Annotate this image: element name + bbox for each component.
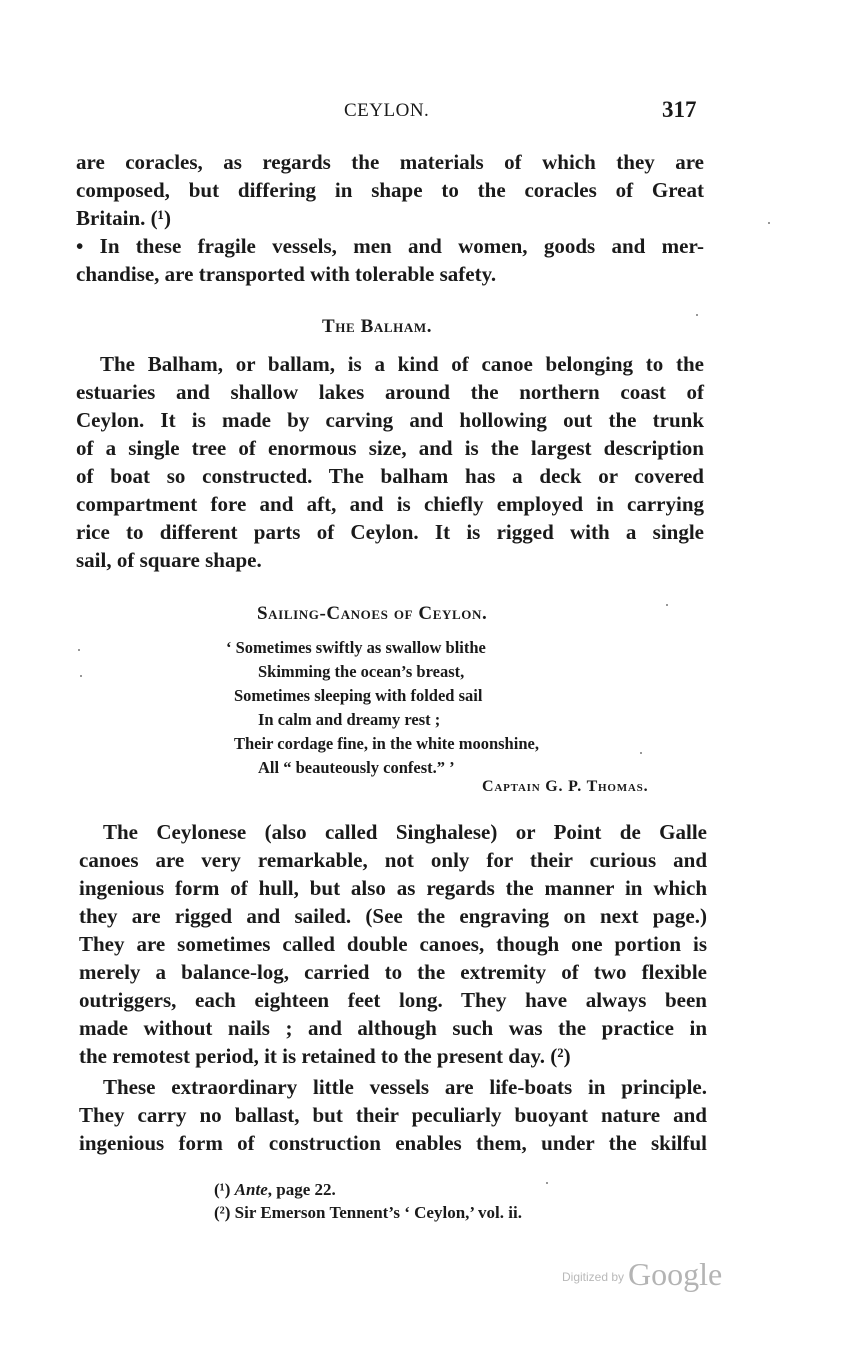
text-line: outriggers, each eighteen feet long. They have always been [79,988,707,1012]
text-line: the remotest period, it is retained to the present day. (²) [79,1044,571,1068]
text-line: They carry no ballast, but their peculiarly buoyant nature and [79,1103,707,1127]
verse-line: Sometimes sleeping with folded sail [234,686,483,705]
digitized-watermark [562,1256,722,1293]
verse-line: ‘ Sometimes swiftly as swallow blithe [226,638,486,657]
balham-paragraph [76,350,704,574]
footnote-text: Sir Emerson Tennent’s ‘ Ceylon,’ vol. ii. [234,1203,522,1222]
text-line: • In these fragile vessels, men and women, goods and mer- [76,234,704,258]
scan-speck [768,222,770,224]
watermark-prefix: Digitized by [562,1270,625,1284]
text-line: They are sometimes called double canoes, though one portion is [79,932,707,956]
google-logo-text: Google [628,1256,723,1292]
epigraph-verse [226,636,539,780]
epigraph-attribution: Captain G. P. Thomas. [482,778,649,795]
text-line: compartment fore and aft, and is chiefly employed in carrying [76,492,704,516]
scan-speck [640,752,642,754]
footnotes [214,1178,522,1224]
footnote-marker: (¹) [214,1180,231,1199]
running-title: CEYLON. [344,100,430,121]
text-line: Ceylon. It is made by carving and hollowing out the trunk [76,408,704,432]
intro-paragraph [76,148,704,288]
section-heading-sailing-canoes: Sailing-Canoes of Ceylon. [257,603,488,624]
footnote-1 [214,1178,522,1201]
footnote-marker: (²) [214,1203,231,1222]
ceylonese-canoes-paragraph [79,818,707,1070]
text-line: they are rigged and sailed. (See the engraving on next page.) [79,904,707,928]
text-line: ingenious form of construction enables them, under the skilful [79,1131,707,1155]
text-line: estuaries and shallow lakes around the northern coast of [76,380,704,404]
text-line: made without nails ; and although such was the practice in [79,1016,707,1040]
text-line: chandise, are transported with tolerable safety. [76,262,497,286]
text-line: The Ceylonese (also called Singhalese) or Point de Galle [103,820,707,844]
text-line: These extraordinary little vessels are life-boats in principle. [103,1075,707,1099]
footnote-text: , page 22. [267,1180,336,1199]
page-number: 317 [662,97,697,122]
text-line: composed, but differing in shape to the coracles of Great [76,178,704,202]
scan-speck [696,314,698,316]
scan-speck [78,649,80,651]
running-head [0,97,860,128]
scan-speck [80,675,82,677]
text-line: sail, of square shape. [76,548,262,572]
text-line: Britain. (¹) [76,206,171,230]
text-line: The Balham, or ballam, is a kind of canoe belonging to the [100,352,704,376]
verse-line: All “ beauteously confest.” ’ [258,758,455,777]
text-line: merely a balance-log, carried to the extremity of two flexible [79,960,707,984]
scan-speck [546,1182,548,1184]
text-line: canoes are very remarkable, not only for their curious and [79,848,707,872]
text-line: are coracles, as regards the materials of which they are [76,150,704,174]
footnote-ref-italic: Ante [234,1180,268,1199]
footnote-2 [214,1201,522,1224]
text-line: of boat so constructed. The balham has a deck or covered [76,464,704,488]
text-line: of a single tree of enormous size, and is the largest description [76,436,704,460]
text-line: ingenious form of hull, but also as regards the manner in which [79,876,707,900]
lifeboats-paragraph [79,1073,707,1157]
verse-line: Their cordage fine, in the white moonshine, [234,734,539,753]
section-heading-balham: The Balham. [322,316,433,337]
verse-line: Skimming the ocean’s breast, [258,662,465,681]
verse-line: In calm and dreamy rest ; [258,710,441,729]
text-line: rice to different parts of Ceylon. It is rigged with a single [76,520,704,544]
scan-speck [666,604,668,606]
